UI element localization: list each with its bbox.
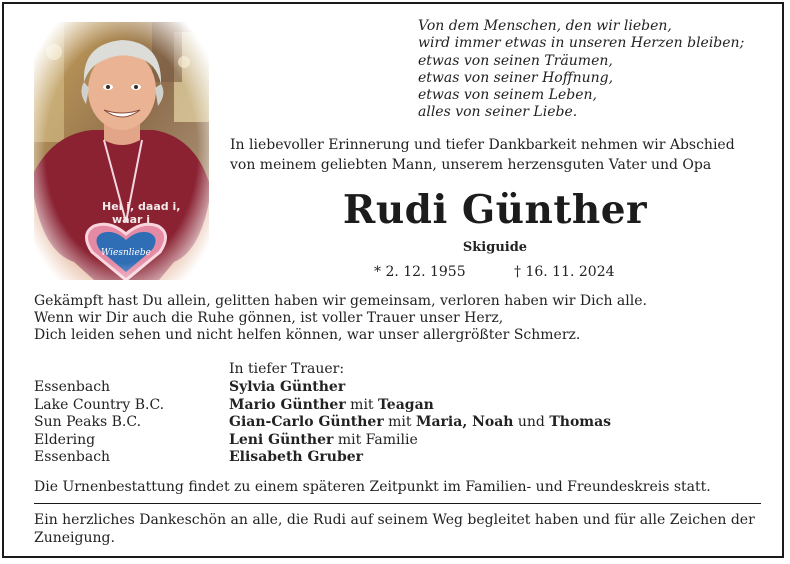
thanks-note: Ein herzliches Dankeschön an alle, die Rudi auf seinem Weg begleitet haben und für alle Zeichen der Zuneigung. — [34, 512, 755, 546]
intro-line: In liebevoller Erinnerung und tiefer Dankbarkeit nehmen wir Abschied — [230, 137, 735, 153]
birth-date: * 2. 12. 1955 — [374, 264, 466, 280]
mourner-place: Essenbach — [34, 379, 111, 395]
urn-notice: Die Urnenbestattung findet zu einem späteren Zeitpunkt im Familien- und Freundeskreis statt. — [34, 479, 711, 495]
mourner-row — [34, 414, 774, 432]
poem-line: etwas von seiner Hoffnung, — [418, 69, 614, 86]
intro-text — [230, 135, 770, 175]
mourner-names: Leni Günther mit Familie — [229, 431, 418, 448]
mourners-list — [34, 379, 774, 467]
divider — [34, 503, 761, 504]
mourner-place: Essenbach — [34, 449, 111, 465]
poem-line: Von dem Menschen, den wir lieben, — [418, 18, 672, 34]
intro-line: von meinem geliebten Mann, unserem herzensguten Vater und Opa — [230, 157, 712, 173]
mourner-row — [34, 397, 774, 415]
poem-line: etwas von seinem Leben, — [418, 87, 597, 104]
mourning-verse — [34, 293, 774, 344]
mourner-row — [34, 379, 774, 397]
mourner-names: Sylvia Günther — [229, 379, 346, 395]
poem-line: wird immer etwas in unseren Herzen bleiben; — [418, 35, 745, 52]
mourning-header: In tiefer Trauer: — [229, 361, 345, 377]
mourner-row — [34, 449, 774, 467]
verse-line: Dich leiden sehen und nicht helfen können, war unser allergrößter Schmerz. — [34, 327, 581, 343]
mourner-place: Sun Peaks B.C. — [34, 414, 142, 430]
verse-line: Wenn wir Dir auch die Ruhe gönnen, ist voller Trauer unser Herz, — [34, 310, 504, 326]
mourner-row — [34, 432, 774, 450]
deceased-name: Rudi Günther — [342, 187, 648, 233]
verse-line: Gekämpft hast Du allein, gelitten haben wir gemeinsam, verloren haben wir Dich alle. — [34, 293, 647, 309]
obituary-card — [2, 2, 784, 558]
poem-line: alles von seiner Liebe. — [418, 104, 578, 121]
mourner-place: Eldering — [34, 431, 96, 448]
poem-line: etwas von seinen Träumen, — [418, 52, 613, 69]
mourner-names: Gian-Carlo Günther mit Maria, Noah und Thomas — [229, 414, 612, 430]
death-date: † 16. 11. 2024 — [514, 264, 615, 280]
mourner-names: Elisabeth Gruber — [229, 449, 364, 465]
mourner-place: Lake Country B.C. — [34, 396, 165, 413]
memorial-poem — [418, 18, 778, 122]
portrait-photo — [34, 22, 209, 280]
deceased-role: Skiguide — [462, 240, 528, 255]
mourner-names: Mario Günther mit Teagan — [229, 396, 434, 413]
